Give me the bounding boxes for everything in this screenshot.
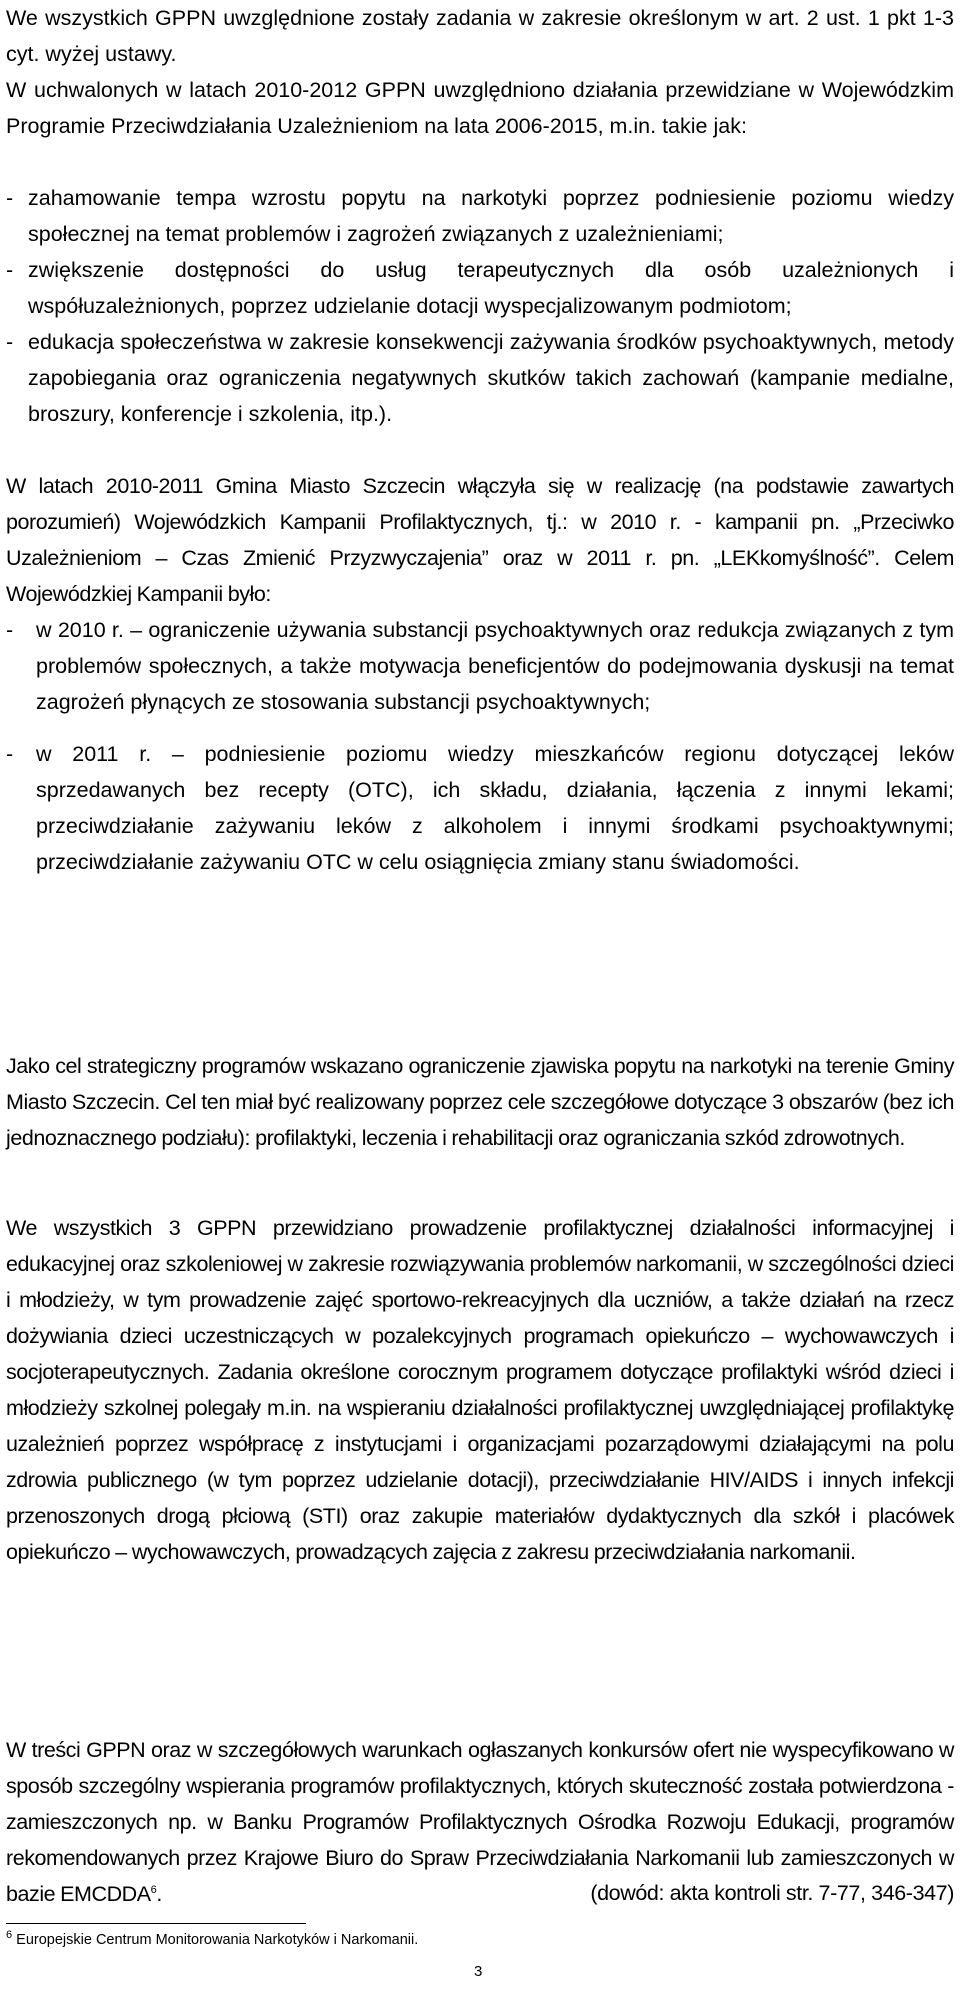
list-item-text: zwiększenie dostępności do usług terapeutycznych dla osób uzależnionych i współuzależnionych, poprzez udzielanie dotacji wyspecjalizowanym podmiotom; [28, 258, 954, 318]
paragraph-end: . [156, 1882, 162, 1906]
paragraph-campaigns: W latach 2010-2011 Gmina Miasto Szczecin włączyła się w realizację (na podstawie zawartych porozumień) Wojewódzkich Kampanii Profilaktycznych, tj.: w 2010 r. - kampanii pn. „Przeciwko Uzależnieniom – Czas Zmienić Przyzwyczajenia” oraz w 2011 r. pn. „LEKkomyślność”. Celem Wojewódzkiej Kampanii było: [6, 474, 954, 606]
list-dash: - [6, 330, 14, 354]
audit-evidence-reference: (dowód: akta kontroli str. 7-77, 346-347) [590, 1881, 954, 1905]
list-dash: - [6, 258, 14, 282]
campaign-goal-text: – podniesienie poziomu wiedzy mieszkańców regionu dotyczącej leków sprzedawanych bez recepty (OTC), ich składu, działania, łączenia z innymi lekami; przeciwdziałanie zażywaniu leków z alkoholem i innymi środkami psychoaktywnymi; przeciwdziałanie zażywaniu OTC w celu osiągnięcia zmiany stanu świadomości. [36, 742, 954, 874]
list-dash: - [6, 618, 14, 642]
list-item [6, 180, 954, 252]
list-item-text: edukacja społeczeństwa w zakresie konsekwencji zażywania środków psychoaktywnych, metody zapobiegania oraz ograniczenia negatywnych skutków takich zachowań (kampanie medialne, broszury, konferencje i szkolenia, itp.). [28, 330, 954, 426]
footnote-number: 6 [6, 1929, 13, 1942]
voivodeship-actions-list [6, 180, 954, 432]
footnote-reference: 6 [150, 1883, 157, 1896]
footnote-text: Europejskie Centrum Monitorowania Narkotyków i Narkomanii. [16, 1932, 419, 1948]
list-item [6, 324, 954, 432]
paragraph-prevention-activities: We wszystkich 3 GPPN przewidziano prowadzenie profilaktycznej działalności informacyjnej i edukacyjnej oraz szkoleniowej w zakresie rozwiązywania problemów narkomanii, w szczególności dzieci i młodzieży, w tym prowadzenie zajęć sportowo-rekreacyjnych dla uczniów, a także działań na rzecz dożywiania dzieci uczestniczących w pozalekcyjnych programach opiekuńczo – wychowawczych i socjoterapeutycznych. Zadania określone corocznym programem dotyczące profilaktyki wśród dzieci i młodzieży szkolnej polegały m.in. na wspieraniu działalności profilaktycznej uwzględniającej profilaktykę uzależnień poprzez współpracę z instytucjami i organizacjami pozarządowymi działającymi na polu zdrowia publicznego (w tym poprzez udzielanie dotacji), przeciwdziałanie HIV/AIDS i innych infekcji przenoszonych drogą płciową (STI) oraz zakupie materiałów dydaktycznych dla szkół i placówek opiekuńczo – wychowawczych, prowadzących zajęcia z zakresu przeciwdziałania narkomanii. [6, 1216, 954, 1564]
paragraph-strategic-goal: Jako cel strategiczny programów wskazano ograniczenie zjawiska popytu na narkotyki na terenie Gminy Miasto Szczecin. Cel ten miał być realizowany poprzez cele szczegółowe dotyczące 3 obszarów (bez ich jednoznacznego podziału): profilaktyki, leczenia i rehabilitacji oraz ograniczania szkód zdrowotnych. [6, 1054, 954, 1150]
campaign-goals-list [6, 612, 954, 880]
footnote-divider [6, 1923, 306, 1924]
campaign-year: w 2010 r. [36, 618, 124, 642]
list-item [6, 252, 954, 324]
list-item-text: zahamowanie tempa wzrostu popytu na narkotyki poprzez podniesienie poziomu wiedzy społecznej na temat problemów i zagrożeń związanych z uzależnieniami; [28, 186, 954, 246]
paragraph-voivodeship-programme-intro: W uchwalonych w latach 2010-2012 GPPN uwzględniono działania przewidziane w Wojewódzkim Programie Przeciwdziałania Uzależnieniom na lata 2006-2015, m.in. takie jak: [6, 78, 954, 138]
campaign-goal-text: – ograniczenie używania substancji psychoaktywnych oraz redukcja związanych z tym problemów społecznych, a także motywacja beneficjentów do podejmowania dyskusji na temat zagrożeń płynących ze stosowania substancji psychoaktywnych; [36, 618, 954, 714]
paragraph-scope: We wszystkich GPPN uwzględnione zostały zadania w zakresie określonym w art. 2 ust. 1 pkt 1-3 cyt. wyżej ustawy. [6, 6, 954, 66]
list-dash: - [6, 742, 14, 766]
list-item [6, 612, 954, 720]
list-dash: - [6, 186, 14, 210]
campaign-year: w 2011 r. [36, 742, 152, 766]
page-number: 3 [474, 1963, 483, 1980]
list-item [6, 736, 954, 880]
footnote [6, 1930, 418, 1950]
paragraph-text: W treści GPPN oraz w szczegółowych warunkach ogłaszanych konkursów ofert nie wyspecyfikowano w sposób szczególny wspierania programów profilaktycznych, których skuteczność została potwierdzona - zamieszczonych np. w Banku Programów Profilaktycznych Ośrodka Rozwoju Edukacji, programów rekomendowanych przez Krajowe Biuro do Spraw Przeciwdziałania Narkomanii lub zamieszczonych w bazie EMCDDA [6, 1738, 954, 1906]
